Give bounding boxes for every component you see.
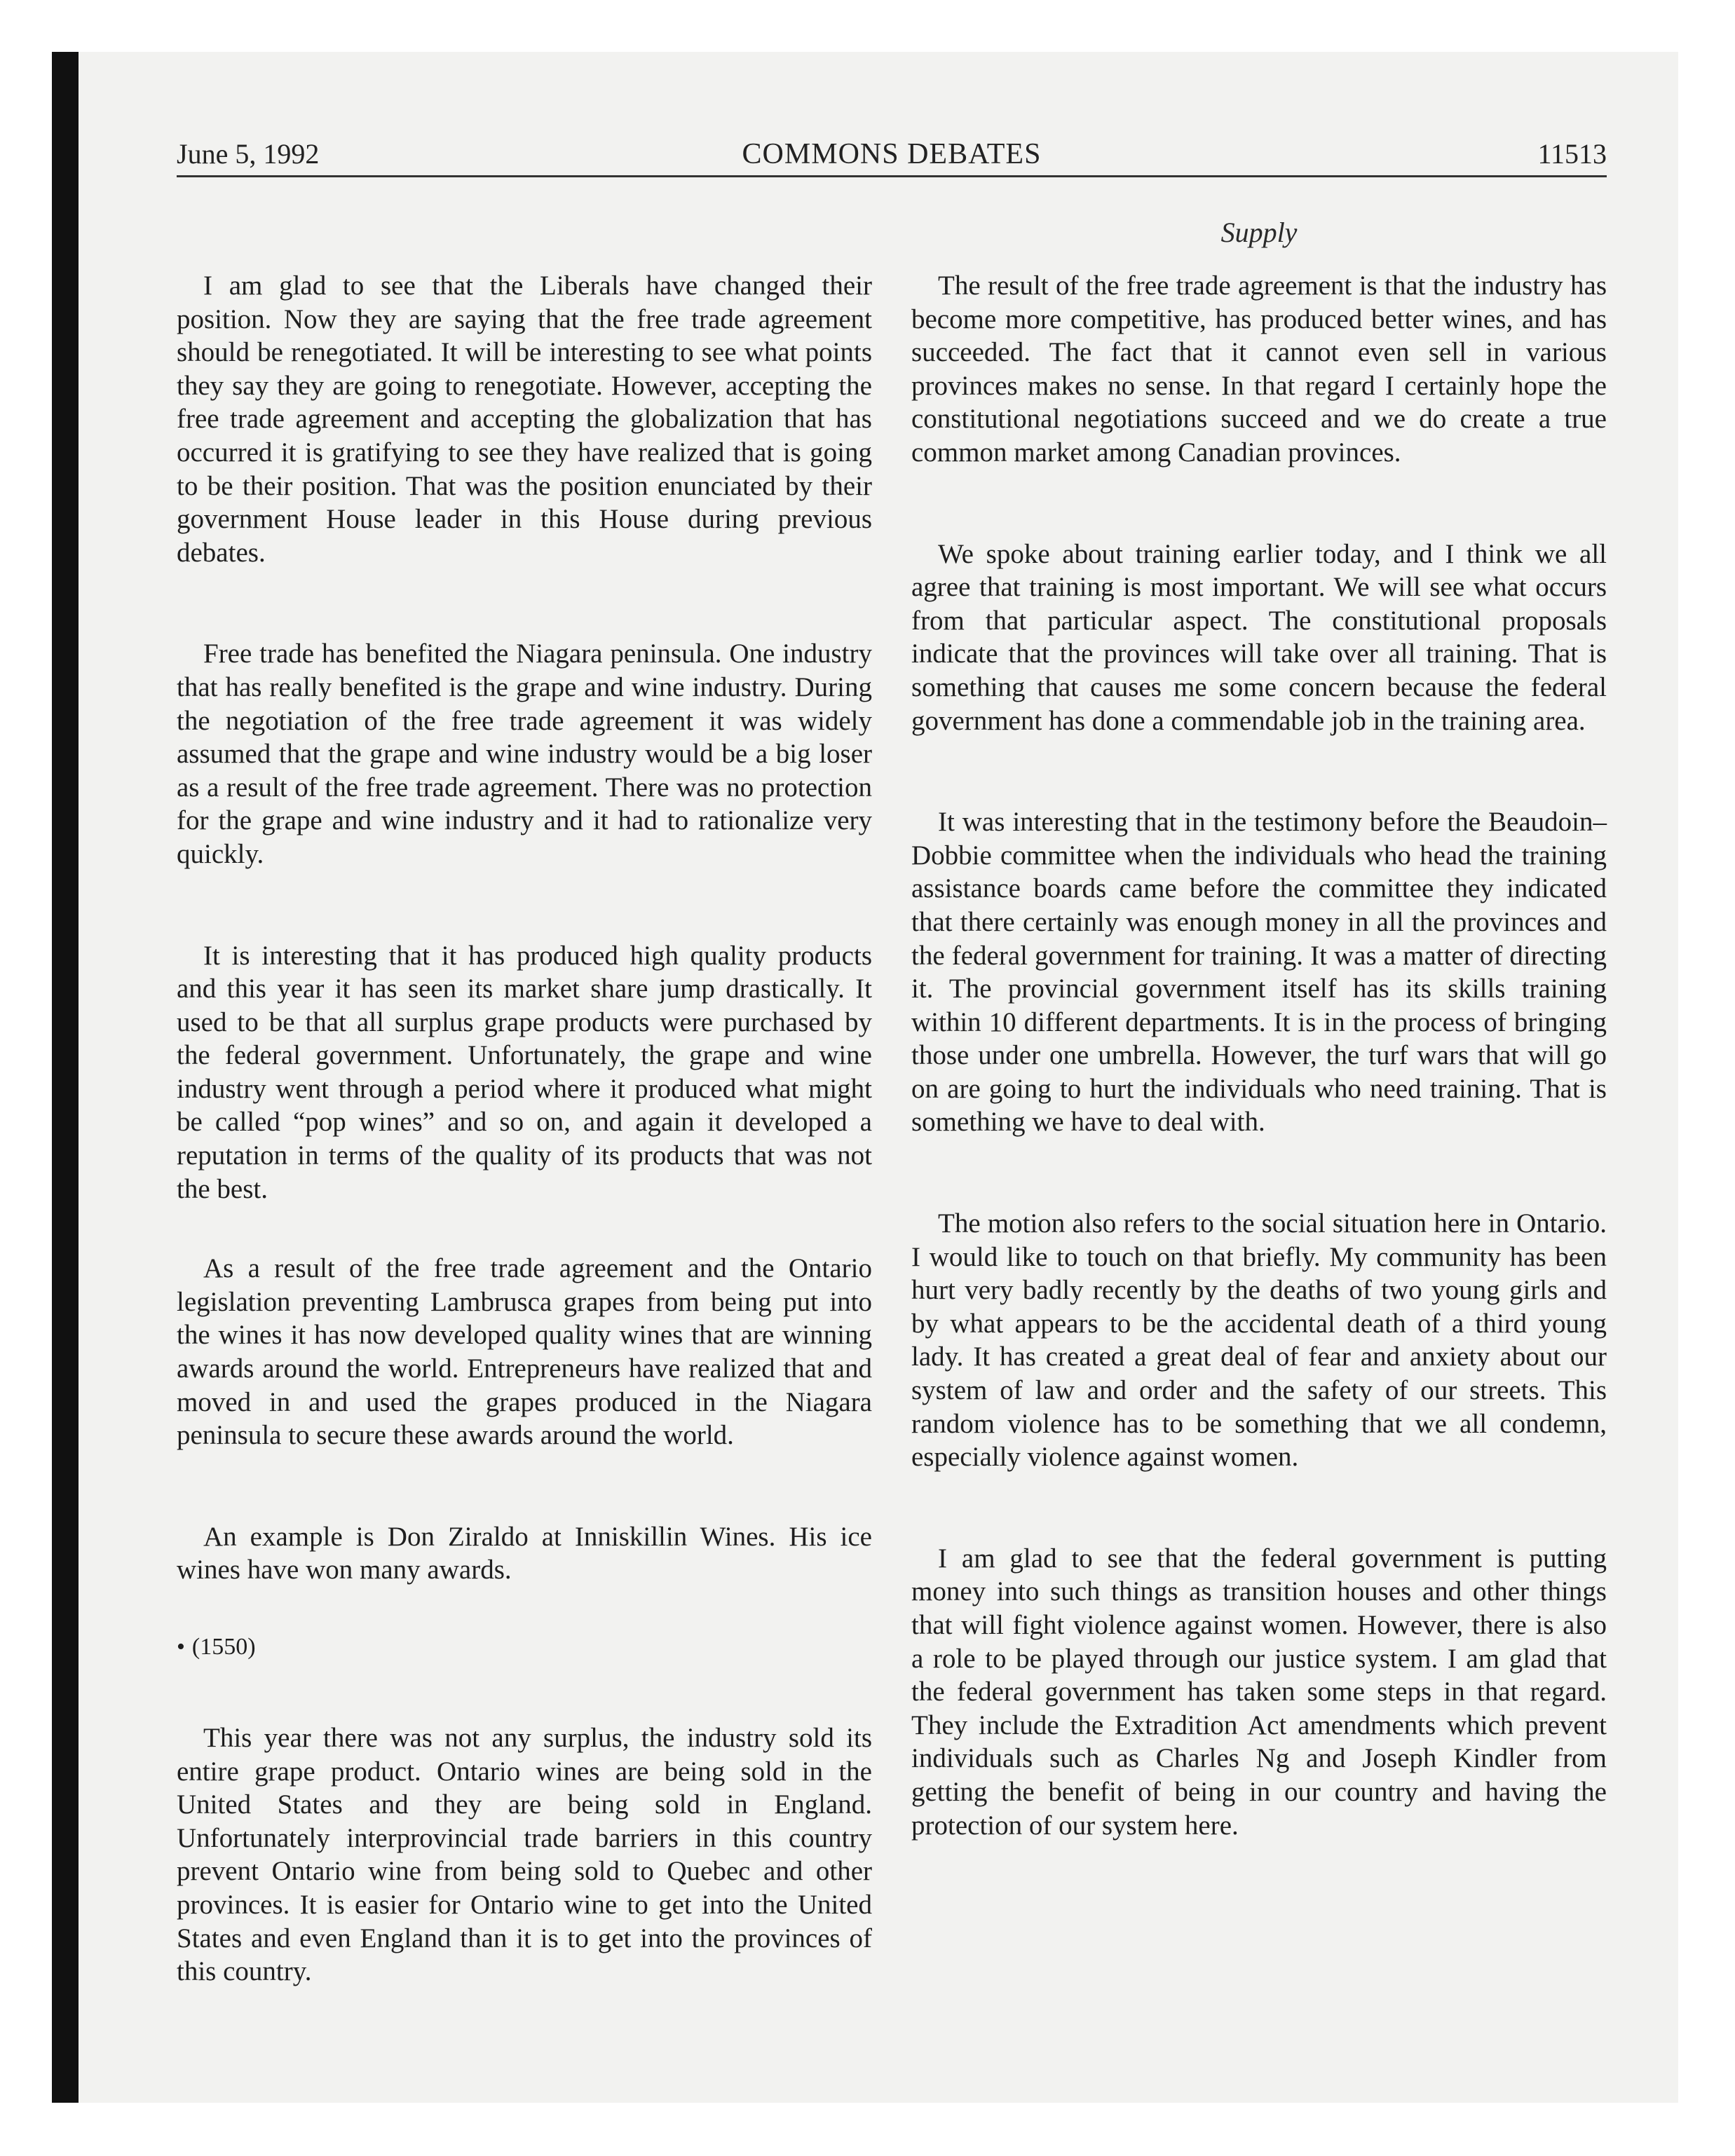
right-column [911, 269, 1607, 1842]
left-column [177, 269, 872, 1988]
paragraph: It was interesting that in the testimony before the Beaudoin–Dobbie committee when the individuals who head the training assistance boards came before the committee they indicated that there certainly was enough money in all the provinces and the federal government for training. It was a matter of directing it. The provincial government itself has its skills training within 10 different departments. It is in the process of bringing those under one umbrella. However, the turf wars that will go on are going to hurt the individuals who need training. That is something we have to deal with. [911, 807, 1607, 1138]
paragraph: As a result of the free trade agreement and the Ontario legislation preventing Lambrusca grapes from being put into the wines it has now developed quality wines that are winning awards around the world. Entrepreneurs have realized that and moved in and used the grapes produced in the Niagara peninsula to secure these awards around the world. [177, 1253, 872, 1451]
header-journal-title: COMMONS DEBATES [742, 138, 1042, 170]
paragraph: An example is Don Ziraldo at Inniskillin Wines. His ice wines have won many awards. [177, 1521, 872, 1585]
header-date: June 5, 1992 [177, 138, 320, 170]
paragraph: The motion also refers to the social situation here in Ontario. I would like to touch on that briefly. My community has been hurt very badly recently by the deaths of two young girls and by what appears to be the accidental death of a third young lady. It has created a great deal of fear and anxiety about our system of law and order and the safety of our streets. This random violence has to be something that we all condemn, especially violence against women. [911, 1208, 1607, 1473]
time-marker [177, 1633, 872, 1661]
header-page-number: 11513 [1537, 138, 1607, 170]
paragraph: I am glad to see that the federal government is putting money into such things as transition houses and other things that will fight violence against women. However, there is also a role to be played through our justice system. I am glad that the federal government has taken some steps in that regard. They include the Extradition Act amendments which prevent individuals such as Charles Ng and Joseph Kindler from getting the benefit of being in our country and having the protection of our system here. [911, 1543, 1607, 1841]
paragraph: We spoke about training earlier today, and I think we all agree that training is most important. We will see what occurs from that particular aspect. The constitutional proposals indicate that the provinces will take over all training. That is something that causes me some concern because the federal government has done a commendable job in the training area. [911, 538, 1607, 736]
time-marker-text: (1550) [191, 1634, 256, 1660]
paragraph: It is interesting that it has produced high quality products and this year it has seen its market share jump drastically. It used to be that all surplus grape products were purchased by the federal government. Unfortunately, the grape and wine industry went through a period where it produced what might be called “pop wines” and so on, and again it developed a reputation in terms of the quality of its products that was not the best. [177, 940, 872, 1204]
header-rule [177, 175, 1607, 177]
paragraph: The result of the free trade agreement is that the industry has become more competitive, has produced better wines, and has succeeded. The fact that it cannot even sell in various provinces makes no sense. In that regard I certainly hope the constitutional negotiations succeed and we do create a true common market among Canadian provinces. [911, 271, 1607, 468]
scan-edge-shadow [52, 52, 79, 2103]
section-title: Supply [1220, 217, 1298, 248]
bullet-icon: • [177, 1634, 185, 1660]
paragraph: This year there was not any surplus, the industry sold its entire grape product. Ontario wines are being sold in the United States and they are being sold in England. Unfortunately interprovincial trade barriers in this country prevent Ontario wine from being sold to Quebec and other provinces. It is easier for Ontario wine to get into the United States and even England than it is to get into the provinces of this country. [177, 1723, 872, 1987]
running-header [177, 137, 1607, 179]
paragraph: I am glad to see that the Liberals have changed their position. Now they are saying that the free trade agreement should be renegotiated. It will be interesting to see what points they say they are going to renegotiate. However, accepting the free trade agreement and accepting the globalization that has occurred it is gratifying to see they have realized that is going to be their position. That was the position enunciated by their government House leader in this House during previous debates. [177, 271, 872, 568]
paragraph: Free trade has benefited the Niagara peninsula. One industry that has really benefited is the grape and wine industry. During the negotiation of the free trade agreement it was widely assumed that the grape and wine industry would be a big loser as a result of the free trade agreement. There was no protection for the grape and wine industry and it had to rationalize very quickly. [177, 639, 872, 869]
